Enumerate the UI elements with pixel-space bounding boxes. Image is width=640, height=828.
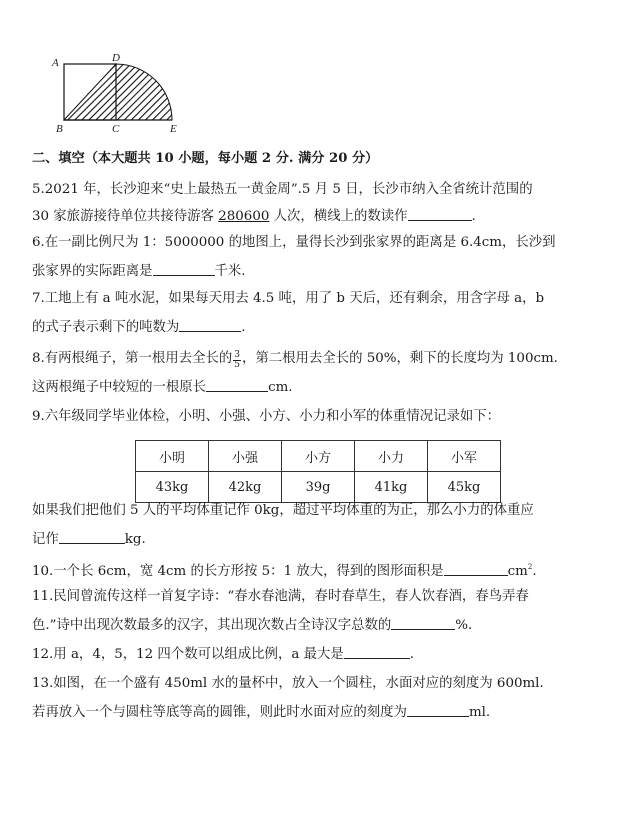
q12-line: [32, 645, 414, 664]
q13-answer-blank[interactable]: [407, 703, 469, 717]
table-cell-weight: 43kg: [136, 472, 209, 503]
q7-line2: [32, 318, 246, 337]
label-d: D: [112, 52, 120, 64]
table-cell-name: 小军: [428, 441, 501, 472]
q9-answer-blank[interactable]: [59, 530, 125, 544]
table-cell-weight: 39g: [282, 472, 355, 503]
q11-line1: 11.民间曾流传这样一首复字诗：“春水春池满，春时春草生，春人饮春酒，春鸟弄春: [32, 589, 529, 604]
q10-text-b: cm: [507, 564, 528, 579]
q9-line3: [32, 530, 146, 549]
q11-text-b: %.: [455, 618, 473, 633]
table-cell-name: 小强: [209, 441, 282, 472]
q7-answer-blank[interactable]: [179, 318, 241, 332]
table-cell-weight: 45kg: [428, 472, 501, 503]
q7-text-a: 的式子表示剩下的吨数为: [32, 320, 180, 335]
q6-text-b: 千米.: [214, 264, 246, 279]
q5-text-a: 30 家旅游接待单位共接待游客: [32, 209, 219, 224]
q10-text-a: 10.一个长 6cm，宽 4cm 的长方形按 5：1 放大，得到的图形面积是: [32, 564, 444, 579]
q5-answer-blank[interactable]: [408, 207, 472, 221]
q11-text-a: 色.”诗中出现次数最多的汉字，其出现次数占全诗汉字总数的: [32, 618, 392, 633]
q10-answer-blank[interactable]: [444, 562, 508, 576]
q8-fraction-denominator: 5: [234, 360, 240, 370]
q8-text-d: cm.: [268, 380, 293, 395]
q8-answer-blank[interactable]: [206, 378, 268, 392]
q10-superscript: 2: [527, 563, 533, 571]
q9-line1: 9.六年级同学毕业体检，小明、小强、小方、小力和小军的体重情况记录如下：: [32, 409, 501, 424]
q8-line1: [32, 350, 558, 370]
table-cell-name: 小力: [355, 441, 428, 472]
table-cell-name: 小明: [136, 441, 209, 472]
q9-text-b: kg.: [124, 532, 146, 547]
q8-text-a: 8.有两根绳子，第一根用去全长的: [32, 351, 233, 366]
q10-line: [32, 558, 537, 581]
shaded-triangle: [64, 64, 116, 120]
table-row-weights: [136, 472, 501, 503]
q11-answer-blank[interactable]: [391, 616, 455, 630]
q5-line1: 5.2021 年，长沙迎来“史上最热五一黄金周”.5 月 5 日，长沙市纳入全省统计范围的: [32, 182, 533, 197]
weight-table: [135, 440, 501, 503]
table-cell-name: 小方: [282, 441, 355, 472]
q13-line1: 13.如图，在一个盛有 450ml 水的量杯中，放入一个圆柱，水面对应的刻度为 600ml.: [32, 676, 544, 691]
q5-line2: [32, 207, 476, 226]
q13-text-b: ml.: [468, 705, 491, 720]
label-b: B: [56, 123, 63, 134]
q12-answer-blank[interactable]: [344, 645, 410, 659]
q5-underlined-number: 280600: [218, 209, 270, 224]
geometry-figure: [50, 52, 190, 134]
table-row-names: [136, 441, 501, 472]
q6-line1: 6.在一副比例尺为 1：5000000 的地图上，量得长沙到张家界的距离是 6.4cm，长沙到: [32, 235, 556, 250]
q9-line2: 如果我们把他们 5 人的平均体重记作 0kg，超过平均体重的为正，那么小力的体重应: [32, 503, 534, 518]
q8-text-c: 这两根绳子中较短的一根原长: [32, 380, 207, 395]
table-cell-weight: 41kg: [355, 472, 428, 503]
section-heading: 二、填空（本大题共 10 小题，每小题 2 分. 满分 20 分）: [32, 151, 379, 166]
q13-text-a: 若再放入一个与圆柱等底等高的圆锥，则此时水面对应的刻度为: [32, 705, 407, 720]
q9-text-a: 记作: [32, 532, 59, 547]
q5-text-c: .: [471, 209, 476, 224]
label-c: C: [112, 123, 120, 134]
label-e: E: [170, 123, 177, 134]
q8-fraction-numerator: 3: [234, 350, 240, 360]
q13-line2: [32, 703, 490, 722]
q11-line2: [32, 616, 472, 635]
label-a: A: [52, 57, 59, 69]
table-cell-weight: 42kg: [209, 472, 282, 503]
q5-text-b: 人次，横线上的数读作: [269, 209, 408, 224]
q12-text-b: .: [409, 647, 415, 662]
q10-text-c: .: [532, 564, 537, 579]
q8-text-b: ，第二根用去全长的 50%，剩下的长度均为 100cm.: [241, 351, 558, 366]
shaded-quarter-circle: [116, 64, 172, 120]
q8-fraction: [233, 351, 241, 370]
q6-text-a: 张家界的实际距离是: [32, 264, 153, 279]
q8-line2: [32, 378, 293, 397]
q12-text-a: 12.用 a，4，5，12 四个数可以组成比例，a 最大是: [32, 647, 344, 662]
q6-answer-blank[interactable]: [153, 262, 215, 276]
q7-line1: 7.工地上有 a 吨水泥，如果每天用去 4.5 吨，用了 b 天后，还有剩余，用含字母 a，b: [32, 291, 545, 306]
q7-text-b: .: [241, 320, 246, 335]
q6-line2: [32, 262, 246, 281]
